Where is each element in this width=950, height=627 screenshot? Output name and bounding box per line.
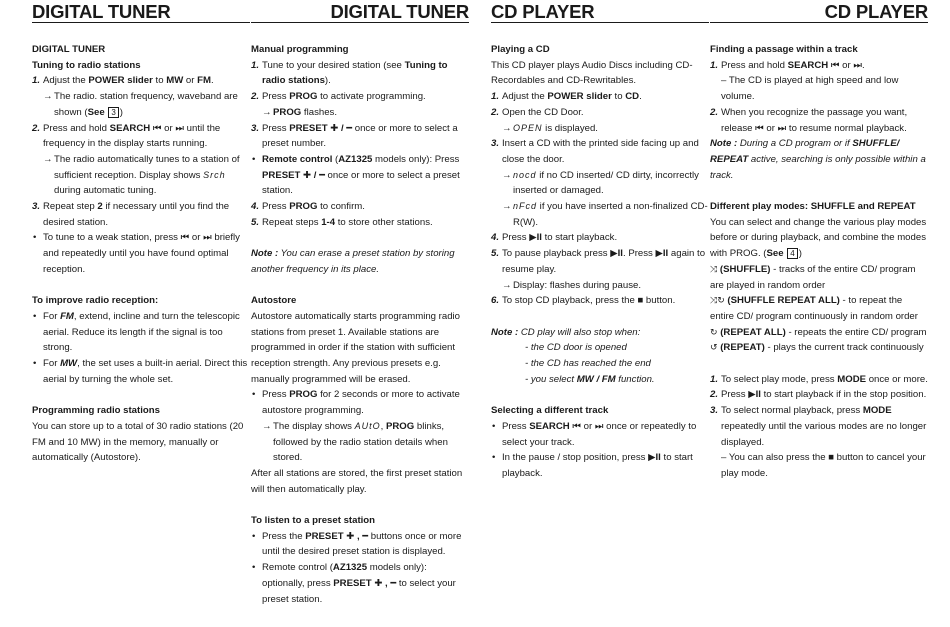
step-result: – You can also press the ■ button to cancel your play mode. — [721, 452, 926, 479]
shuffle-repeat-icon: ⤨↻ — [710, 295, 725, 306]
section-header: DIGITAL TUNER — [251, 0, 469, 23]
step-result: → The radio. station frequency, waveband are shown (See 3 ) — [43, 91, 238, 118]
step-3: 3. Insert a CD with the printed side facing up and close the door. — [491, 138, 699, 165]
subheading: Autostore — [251, 295, 297, 307]
section-header: CD PLAYER — [491, 0, 709, 23]
mode-repeat-all: ↻ (REPEAT ALL) - repeats the entire CD/ program — [710, 325, 928, 341]
step-2: 2. Press and hold SEARCH ⏮ or ⏭ until the frequency in the display starts running. — [32, 122, 221, 150]
subheading: Selecting a different track — [491, 405, 609, 417]
bullet-item: • In the pause / stop position, press ▶II to start playback. — [492, 452, 693, 479]
subheading: Programming radio stations — [32, 405, 160, 417]
subheading: To listen to a preset station — [251, 515, 376, 527]
step-5: 5. Repeat steps 1-4 to store other stations. — [251, 216, 433, 228]
step-result: → The display shows AUtO, PROG blinks, followed by the radio station details when stored. — [262, 420, 448, 464]
bullet-item: • Remote control (AZ1325 models only): optionally, press PRESET ✚ , ━ to select your preset station. — [252, 562, 456, 605]
bullet-item: • Remote control (AZ1325 models only): Press PRESET ✚ / ━ once or more to select a preset station. — [252, 153, 460, 197]
section-header: CD PLAYER — [710, 0, 928, 23]
paragraph: You can store up to a total of 30 radio stations (20 FM and 10 MW) in the memory, manually or automatically (Autostore). — [32, 420, 244, 464]
step-4: 4. Press PROG to confirm. — [251, 201, 365, 213]
step-2: 2. When you recognize the passage you want, release ⏮ or ⏭ to resume normal playback. — [710, 106, 908, 134]
bullet-item: • For MW, the set uses a built-in aerial. Direct this aerial by turning the whole set. — [33, 358, 248, 385]
shuffle-icon: ⤨ — [710, 263, 718, 274]
step-result: → nocd if no CD inserted/ CD dirty, incorrectly inserted or damaged. — [502, 169, 699, 197]
step-1: 1. Adjust the POWER slider to CD. — [491, 91, 642, 103]
step-result: → OPEN is displayed. — [502, 122, 598, 134]
step-1: 1. To select play mode, press MODE once or more. — [710, 373, 928, 385]
step-5: 5. To pause playback press ▶II. Press ▶II again to resume play. — [491, 248, 706, 275]
step-result: → The radio automatically tunes to a station of sufficient reception. Display shows Srch during automatic tuning. — [43, 153, 240, 197]
note: Note : You can erase a preset station by storing another frequency in its place. — [251, 248, 455, 275]
subheading: Finding a passage within a track — [710, 44, 858, 55]
step-3: 3. To select normal playback, press MODE repeatedly until the various modes are no longer displayed. — [710, 405, 927, 448]
step-2: 2. Press PROG to activate programming. — [251, 91, 426, 103]
step-1: 1. Adjust the POWER slider to MW or FM. — [32, 75, 214, 87]
step-4: 4. Press ▶II to start playback. — [491, 232, 618, 244]
column-2 — [251, 0, 469, 607]
note: Note : CD play will also stop when: — [491, 326, 641, 338]
note-item: - the CD door is opened — [525, 342, 627, 354]
step-3: 3. Press PRESET ✚ / ━ once or more to select a preset number. — [251, 122, 458, 150]
mode-shuffle-repeat-all: ⤨↻ (SHUFFLE REPEAT ALL) - to repeat the entire CD/ program continuously in random order — [710, 295, 918, 322]
paragraph: After all stations are stored, the first preset station will then automatically play. — [251, 467, 463, 495]
subheading: To improve radio reception: — [32, 295, 159, 307]
step-1: 1. Press and hold SEARCH ⏮ or ⏭. — [710, 59, 865, 71]
bullet-item: • Press SEARCH ⏮ or ⏭ once or repeatedly to select your track. — [492, 420, 697, 448]
step-6: 6. To stop CD playback, press the ■ button. — [491, 295, 676, 307]
bullet-item: • Press the PRESET ✚ , ━ buttons once or more until the desired preset station is displayed. — [252, 530, 462, 558]
note-item: - the CD has reached the end — [525, 358, 651, 370]
step-result: → PROG flashes. — [262, 106, 337, 118]
mode-shuffle: ⤨ (SHUFFLE) - tracks of the entire CD/ program are played in random order — [710, 263, 916, 291]
step-3: 3. Repeat step 2 if necessary until you find the desired station. — [32, 201, 230, 228]
column-3 — [491, 0, 709, 482]
step-1: 1. Tune to your desired station (see Tuning to radio stations). — [251, 59, 448, 87]
bullet-item: • Press PROG for 2 seconds or more to activate autostore programming. — [252, 389, 460, 417]
note: Note : During a CD program or if SHUFFLE/ REPEAT active, searching is only possible within a track. — [710, 138, 926, 181]
section-header: DIGITAL TUNER — [32, 0, 250, 23]
subheading: Manual programming — [251, 44, 349, 55]
paragraph: Autostore automatically starts programming radio stations from preset 1. Available stations are programmed in order if the station with sufficient reception strength. Any previous presets e.g. manually programmed will be erased. — [251, 310, 461, 385]
bullet-item: • To tune to a weak station, press ⏮ or ⏭ briefly and repeatedly until you have found optimal reception. — [33, 232, 240, 275]
step-result: → Display: flashes during pause. — [502, 279, 641, 291]
step-result: – The CD is played at high speed and low volume. — [721, 75, 899, 103]
step-2: 2. Open the CD Door. — [491, 106, 584, 118]
subheading: Different play modes: SHUFFLE and REPEAT — [710, 201, 916, 213]
paragraph: You can select and change the various play modes before or during playback, and combine the modes with PROG. (See 4 ) — [710, 216, 927, 260]
column-1 — [32, 0, 250, 466]
step-result: → nFcd if you have inserted a non-finalized CD-R(W). — [502, 201, 708, 228]
repeat-all-icon: ↻ — [710, 326, 718, 337]
subheading: Playing a CD — [491, 44, 550, 55]
section-title: DIGITAL TUNER — [32, 44, 106, 55]
paragraph: This CD player plays Audio Discs including CD-Recordables and CD-Rewritables. — [491, 59, 693, 87]
bullet-item: • For FM, extend, incline and turn the telescopic aerial. Reduce its length if the signal is too strong. — [33, 310, 240, 354]
mode-repeat: ↺ (REPEAT) - plays the current track continuously — [710, 340, 928, 356]
column-4 — [710, 0, 928, 482]
repeat-icon: ↺ — [710, 342, 718, 353]
step-2: 2. Press ▶II to start playback if in the stop position. — [710, 389, 927, 401]
subheading: Tuning to radio stations — [32, 59, 141, 71]
note-item: - you select MW / FM function. — [525, 373, 655, 385]
